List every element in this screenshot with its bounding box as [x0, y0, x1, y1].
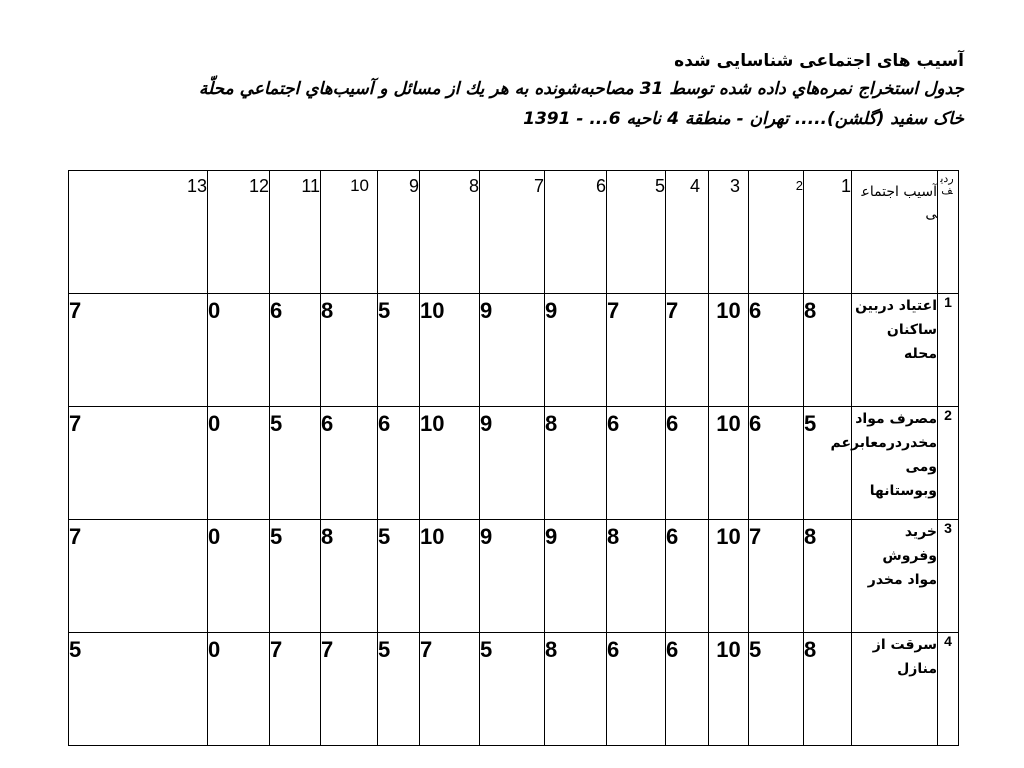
- header-row: [69, 171, 959, 294]
- score-cell: 8: [545, 407, 607, 520]
- score-cell: 9: [480, 294, 545, 407]
- score-cell: 10: [709, 633, 749, 746]
- score-cell: 5: [378, 294, 420, 407]
- table-row: [69, 407, 959, 520]
- score-cell: 7: [69, 407, 208, 520]
- issue-header: آسیب اجتماعی: [852, 171, 938, 294]
- score-cell: 7: [607, 294, 666, 407]
- score-cell: 6: [607, 407, 666, 520]
- title-heading: آسیب های اجتماعی شناسایی شده: [674, 51, 964, 71]
- score-cell: 7: [666, 294, 709, 407]
- issue-label: اعتیاد دربین ساکنان محله: [852, 294, 938, 407]
- column-header: 3: [709, 171, 749, 294]
- score-cell: 10: [709, 407, 749, 520]
- score-cell: 7: [270, 633, 321, 746]
- score-cell: 6: [666, 407, 709, 520]
- column-header: 9: [378, 171, 420, 294]
- score-cell: 5: [378, 633, 420, 746]
- scores-table: [68, 170, 959, 746]
- column-header: 2: [749, 171, 804, 294]
- score-cell: 10: [709, 294, 749, 407]
- score-cell: 6: [749, 407, 804, 520]
- table-row: [69, 633, 959, 746]
- score-cell: 5: [270, 407, 321, 520]
- score-cell: 10: [420, 407, 480, 520]
- score-cell: 6: [666, 520, 709, 633]
- score-cell: 6: [270, 294, 321, 407]
- score-cell: 5: [749, 633, 804, 746]
- score-cell: 9: [545, 294, 607, 407]
- score-cell: 5: [480, 633, 545, 746]
- score-cell: 0: [208, 294, 270, 407]
- column-header: 12: [208, 171, 270, 294]
- column-header: 11: [270, 171, 321, 294]
- score-cell: 5: [270, 520, 321, 633]
- score-cell: 5: [69, 633, 208, 746]
- table-caption-line-2: خاک سفید (گلشن)..... تهران - منطقة 4 ناحیه 6... - 1391: [523, 109, 964, 129]
- rownum-header: ردیف: [938, 171, 959, 294]
- score-cell: 6: [378, 407, 420, 520]
- row-number: 2: [938, 407, 959, 520]
- row-number: 3: [938, 520, 959, 633]
- score-cell: 8: [545, 633, 607, 746]
- score-cell: 5: [378, 520, 420, 633]
- score-cell: 5: [804, 407, 852, 520]
- title-block: [60, 48, 964, 134]
- score-cell: 9: [480, 520, 545, 633]
- score-cell: 7: [321, 633, 378, 746]
- row-number: 1: [938, 294, 959, 407]
- column-header: 4: [666, 171, 709, 294]
- score-cell: 10: [709, 520, 749, 633]
- score-cell: 0: [208, 407, 270, 520]
- table-row: [69, 520, 959, 633]
- score-cell: 0: [208, 633, 270, 746]
- score-cell: 10: [420, 520, 480, 633]
- score-cell: 8: [804, 520, 852, 633]
- column-header: 8: [420, 171, 480, 294]
- column-header: 7: [480, 171, 545, 294]
- score-cell: 6: [607, 633, 666, 746]
- score-cell: 6: [321, 407, 378, 520]
- issue-label: سرقت از منازل: [852, 633, 938, 746]
- score-cell: 0: [208, 520, 270, 633]
- score-cell: 10: [420, 294, 480, 407]
- score-cell: 8: [321, 294, 378, 407]
- issue-label: خرید وفروش مواد مخدر: [852, 520, 938, 633]
- issue-label: مصرف مواد مخدردرمعابرعم ومی وبوستانها: [852, 407, 938, 520]
- column-header: 13: [69, 171, 208, 294]
- table-row: [69, 294, 959, 407]
- column-header: 5: [607, 171, 666, 294]
- score-cell: 6: [749, 294, 804, 407]
- score-cell: 7: [420, 633, 480, 746]
- score-cell: 8: [321, 520, 378, 633]
- row-number: 4: [938, 633, 959, 746]
- score-cell: 9: [480, 407, 545, 520]
- score-cell: 8: [804, 633, 852, 746]
- score-cell: 7: [69, 520, 208, 633]
- score-cell: 9: [545, 520, 607, 633]
- score-cell: 8: [607, 520, 666, 633]
- score-cell: 7: [69, 294, 208, 407]
- score-cell: 7: [749, 520, 804, 633]
- table-caption-line-1: جدول استخراج نمره‌هاي داده شده توسط 31 مصاحبه‌شونده به هر يك از مسائل و آسیب‌هاي اجتماعي محلّة: [198, 79, 964, 99]
- column-header: 1: [804, 171, 852, 294]
- score-cell: 6: [666, 633, 709, 746]
- column-header: 10: [321, 171, 378, 294]
- column-header: 6: [545, 171, 607, 294]
- score-cell: 8: [804, 294, 852, 407]
